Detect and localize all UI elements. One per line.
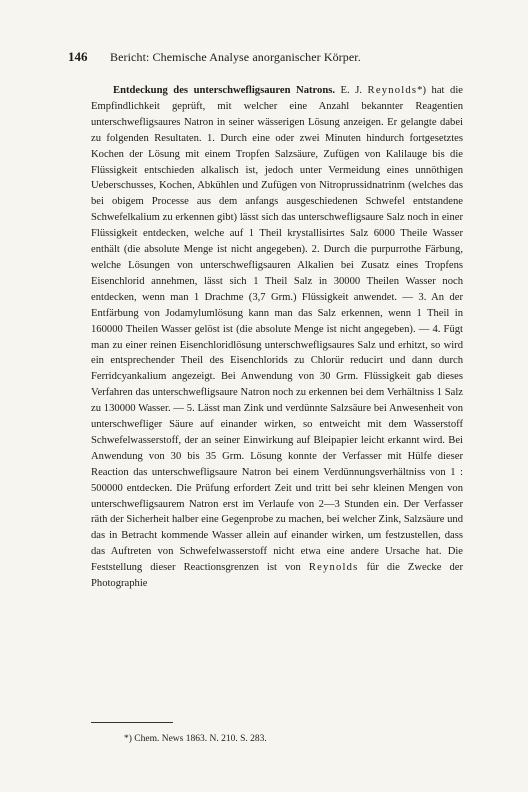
footnote-mark: *) [417,85,426,96]
page-number: 146 [68,49,88,64]
author-prefix: E. J. [340,85,368,96]
article-text-part-1: hat die Empfindlichkeit geprüft, mit welcher eine Anzahl bekannter Reagentien unterschwefligsaures Natron in seiner wässerigen Lösung anzeigen. Er gelangte dabei zu folgenden Resultaten. 1. Durch eine oder zwei Minuten hindurch fortgesetztes Kochen der Lösung mit einem Tropfen Salzsäure, Zufügen von Kalilauge bis die Flüssigkeit entschieden alkalisch ist, jedoch unter Vermeidung eines unnöthigen Ueberschusses, Kochen, Abkühlen und Zufügen von Nitroprussidnatrinm (welches das bei obigem Processe aus dem anfangs ausgeschiedenen Schwefel entstandene Schwefelkalium zu erkennen gibt) lässt sich das unterschwefligsaure Salz noch in einer Flüssigkeit entdecken, welche auf 1 Theil krystallisirtes Salz 6000 Theile Wasser enthält (die absolute Menge ist nicht angegeben). 2. Durch die purpurrothe Färbung, welche Lösungen von unterschwefligsauren Alkalien bei Zusatz eines Tropfens Eisenchlorid annehmen, lässt sich 1 Theil Salz in 30000 Theilen Wasser noch entdecken, wenn man 1 Drachme (3,7 Grm.) Flüssigkeit anwendet. — 3. An der Entfärbung von Jodamylumlösung kann man das Salz erkennen, wenn 1 Theil in 160000 Theilen Wasser gelöst ist (die absolute Menge ist nicht angegeben). — 4. Fügt man zu einer reinen Eisenchloridlösung unterschwefligsaures Salz und erhitzt, so wird ein entsprechender Theil des Eisenchlorids zu Chlorür reducirt und dann durch Ferridcyankalium angezeigt. Bei Anwendung von 30 Grm. Flüssigkeit gab dieses Verfahren das unterschwefligsaure Natron noch zu erkennen bei dem Verhältniss 1 Salz zu 130000 Wasser. — 5. Lässt man Zink und verdünnte Salzsäure bei Anwesenheit von unterschwefliger Säure auf einander wirken, so entweicht mit dem Wasserstoff Schwefelwasserstoff, der an seiner Einwirkung auf Bleipapier leicht erkannt wird. Bei Anwendung von 30 bis 35 Grm. Lösung konnte der Verfasser mit Hülfe dieser Reaction das unterschwefligsaure Natron bei einem Verdünnungsverhältniss von 1 : 500000 entdecken. Die Prüfung erfordert Zeit und tritt bei sehr kleinen Mengen von unterschwefligsaurem Natron erst im Verlaufe von 2—3 Stunden ein. Der Verfasser räth der Sicherheit halber eine Gegenprobe zu machen, bei welcher Zink, Salzsäure und das in Betracht kommende Wasser allein auf einander wirken, um festzustellen, dass das Auftreten von Schwefelwasserstoff nicht etwa eine andere Ursache hat. Die Feststellung dieser Reactionsgrenzen ist von [91,85,463,574]
article-body [91,83,463,592]
article-title: Entdeckung des unterschwefligsauren Natrons. [113,85,335,96]
running-head: Bericht: Chemische Analyse anorganischer Körper. [110,50,361,64]
author-name: Reynolds [367,85,418,96]
article-text-part-2: für die Zwecke der Photographie [91,562,463,590]
footnote-rule [91,722,173,723]
article-paragraph [91,83,463,592]
footnote: *) Chem. News 1863. N. 210. S. 283. [124,734,267,744]
page-header [68,50,468,64]
author-reference: Reynolds [308,562,359,574]
